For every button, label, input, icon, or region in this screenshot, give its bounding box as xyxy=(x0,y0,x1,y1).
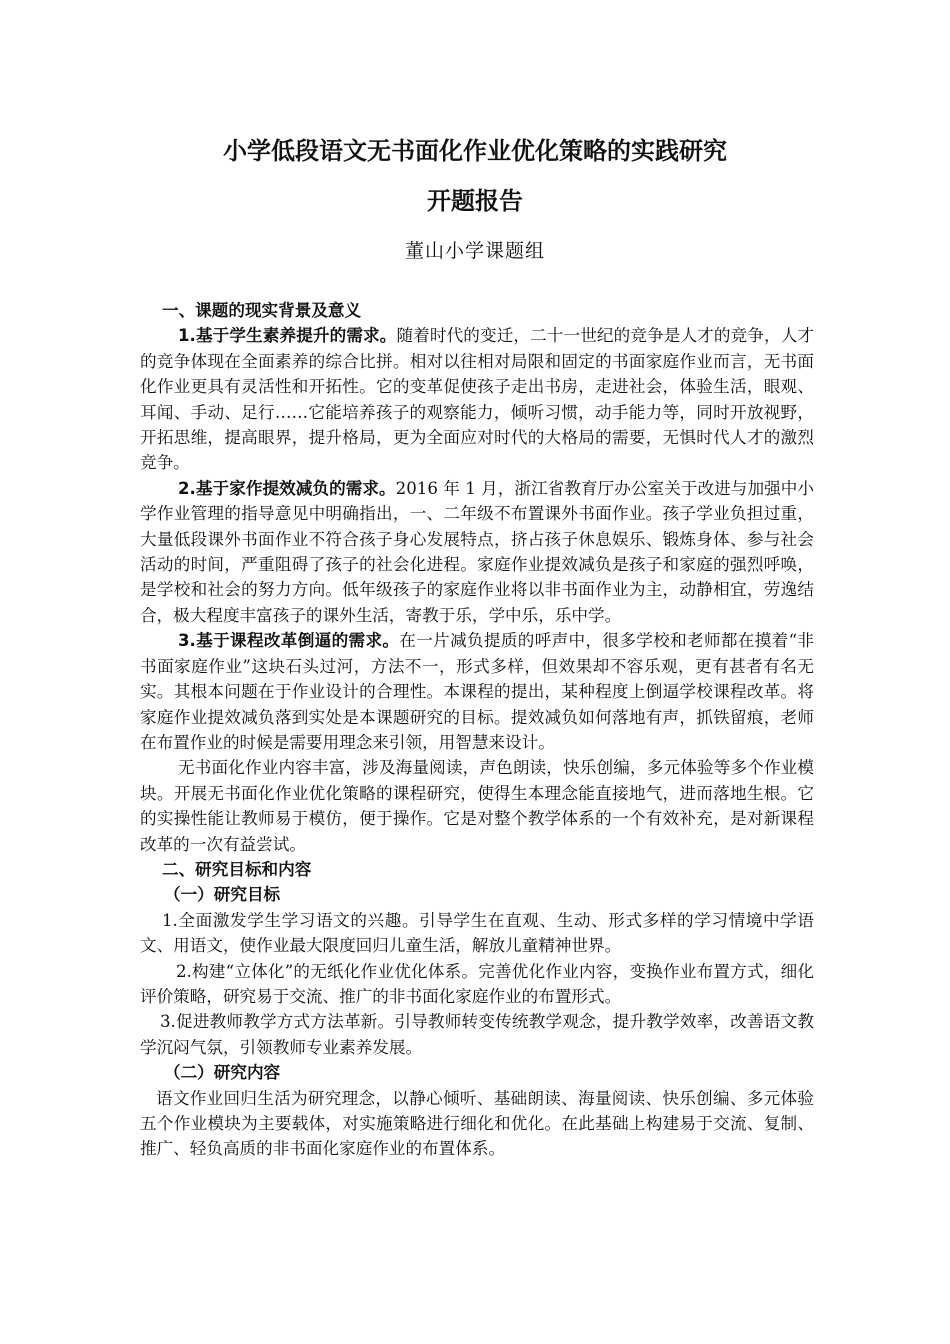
goal-item-1: 1.全面激发学生学习语文的兴趣。引导学生在直观、生动、形式多样的学习情境中学语文、用语文，使作业最大限度回归儿童生活，解放儿童精神世界。 xyxy=(140,910,814,956)
paragraph-2-text: 2016 年 1 月，浙江省教育厅办公室关于改进与加强中小学作业管理的指导意见中明确指出，一、二年级不布置课外书面作业。孩子学业负担过重，大量低段课外书面作业不符合孩子身心发展特点，挤占孩子休息娱乐、锻炼身体、参与社会活动的时间，严重阻碍了孩子的社会化进程。家庭作业提效减负是孩子和家庭的强烈呼唤，是学校和社会的努力方向。低年级孩子的家庭作业将以非书面作业为主，动静相宜，劳逸结合，极大程度丰富孩子的课外生活，寄教于乐，学中乐，乐中学。 xyxy=(140,478,814,625)
document-subtitle: 开题报告 xyxy=(427,187,523,215)
subsection-goals-heading: （一）研究目标 xyxy=(164,885,281,905)
research-content-paragraph: 语文作业回归生活为研究理念，以静心倾听、基础朗读、海量阅读、快乐创编、多元体验五个作业模块为主要载体，对实施策略进行细化和优化。在此基础上构建易于交流、复制、推广、轻负高质的非书面化家庭作业的布置体系。 xyxy=(140,1088,814,1159)
paragraph-1-text: 随着时代的变迁，二十一世纪的竞争是人才的竞争，人才的竞争体现在全面素养的综合比拼。相对以往相对局限和固定的书面家庭作业而言，无书面化作业更具有灵活性和开拓性。它的变革促使孩子走出书房，走进社会，体验生活，眼观、耳闻、手动、足行……它能培养孩子的观察能力，倾听习惯，动手能力等，同时开放视野，开拓思维，提高眼界，提升格局，更为全面应对时代的大格局的需要，无惧时代人才的激烈竞争。 xyxy=(140,326,815,473)
section-1-paragraph-2 xyxy=(140,476,814,628)
document-title: 小学低段语文无书面化作业优化策略的实践研究 xyxy=(223,137,727,165)
paragraph-2-lead: 2.基于家作提效减负的需求。 xyxy=(178,478,396,498)
section-1-paragraph-3 xyxy=(140,628,814,755)
paragraph-3-lead: 3.基于课程改革倒逼的需求。 xyxy=(178,631,400,651)
section-1-heading: 一、课题的现实背景及意义 xyxy=(162,301,362,320)
section-1-paragraph-4: 无书面化作业内容丰富，涉及海量阅读，声色朗读，快乐创编，多元体验等多个作业模块。开展无书面化作业优化策略的课程研究，使得生本理念能直接地气，进而落地生根。它的实操性能让教师易于模仿，便于操作。它是对整个教学体系的一个有效补充，是对新课程改革的一次有益尝试。 xyxy=(140,758,814,854)
section-1-paragraph-1 xyxy=(140,323,814,475)
document-body xyxy=(140,298,814,1162)
paragraph-3-text: 在一片减负提质的呼声中，很多学校和老师都在摸着“非书面家庭作业”这块石头过河，方法不一，形式多样，但效果却不容乐观，更有甚者有名无实。其根本问题在于作业设计的合理性。本课程的提出，某种程度上倒逼学校课程改革。将家庭作业提效减负落到实处是本课题研究的目标。提效减负如何落地有声，抓铁留痕，老师在布置作业的时候是需要用理念来引领，用智慧来设计。 xyxy=(140,631,814,752)
document-author: 董山小学课题组 xyxy=(404,240,545,262)
goal-item-2: 2.构建“立体化”的无纸化作业优化体系。完善优化作业内容，变换作业布置方式，细化评价策略，研究易于交流、推广的非书面化家庭作业的布置形式。 xyxy=(140,961,814,1006)
goal-item-3: 3.促进教师教学方式方法革新。引导教师转变传统教学观念，提升教学效率，改善语文教学沉闷气氛，引领教师专业素养发展。 xyxy=(140,1012,814,1057)
section-2-heading: 二、研究目标和内容 xyxy=(162,859,312,879)
subsection-content-heading: （二）研究内容 xyxy=(164,1063,281,1083)
paragraph-1-lead: 1.基于学生素养提升的需求。 xyxy=(178,326,397,346)
